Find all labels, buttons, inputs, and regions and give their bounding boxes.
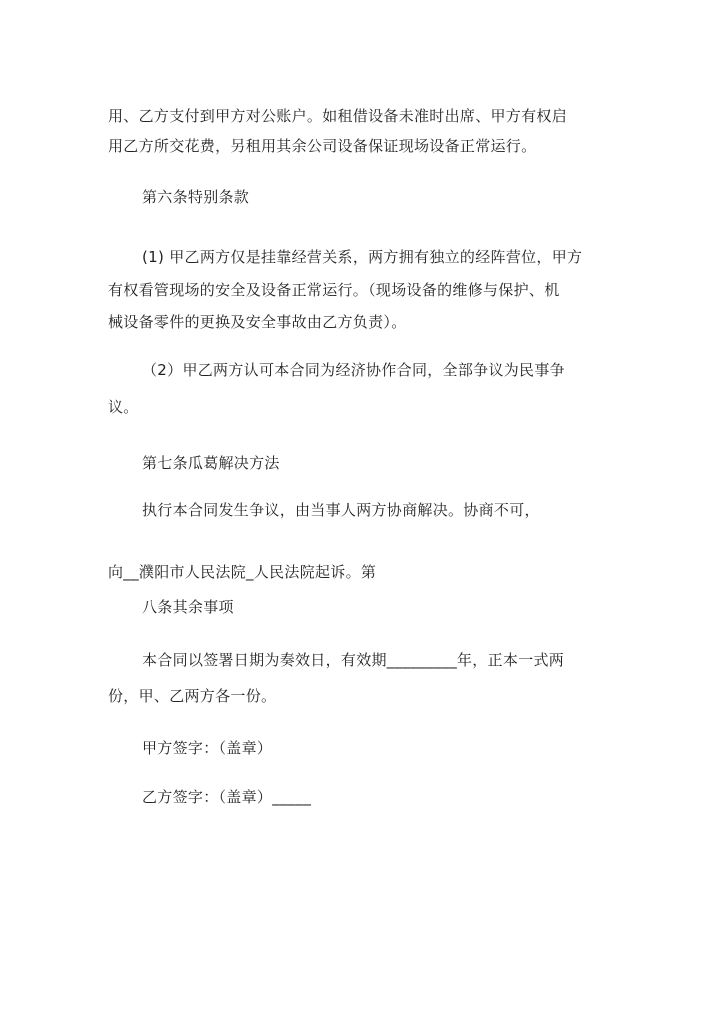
section-heading: 第六条特别条款 bbox=[142, 188, 250, 206]
section-heading: 八条其余事项 bbox=[142, 598, 234, 616]
text-line: 用乙方所交花费，另租用其余公司设备保证现场设备正常运行。 bbox=[108, 137, 537, 155]
text-line: （2）甲乙两方认可本合同为经济协作合同，全部争议为民事争 bbox=[142, 361, 565, 379]
text-line: 议。 bbox=[108, 398, 139, 416]
section-heading: 第七条瓜葛解决方法 bbox=[142, 454, 280, 472]
signature-line-party-b: 乙方签字：（盖章）_____ bbox=[142, 788, 312, 806]
text-line: 械设备零件的更换及安全事故由乙方负责）。 bbox=[108, 313, 407, 331]
text-line: 本合同以签署日期为奏效日，有效期_________年，正本一式两 bbox=[142, 651, 565, 669]
text-line: 份，甲、乙两方各一份。 bbox=[108, 687, 277, 705]
text-line: 有权看管现场的安全及设备正常运行。（现场设备的维修与保护、机 bbox=[108, 281, 560, 299]
text-line: 用、乙方支付到甲方对公账户。如租借设备未准时出席、甲方有权启 bbox=[108, 107, 568, 125]
text-line: (1) 甲乙两方仅是挂靠经营关系，两方拥有独立的经阵营位，甲方 bbox=[142, 248, 583, 266]
signature-line-party-a: 甲方签字：（盖章） bbox=[142, 739, 273, 757]
text-line: 执行本合同发生争议，由当事人两方协商解决。协商不可， bbox=[142, 501, 540, 519]
text-line: 向__濮阳市人民法院_人民法院起诉。第 bbox=[108, 563, 377, 581]
